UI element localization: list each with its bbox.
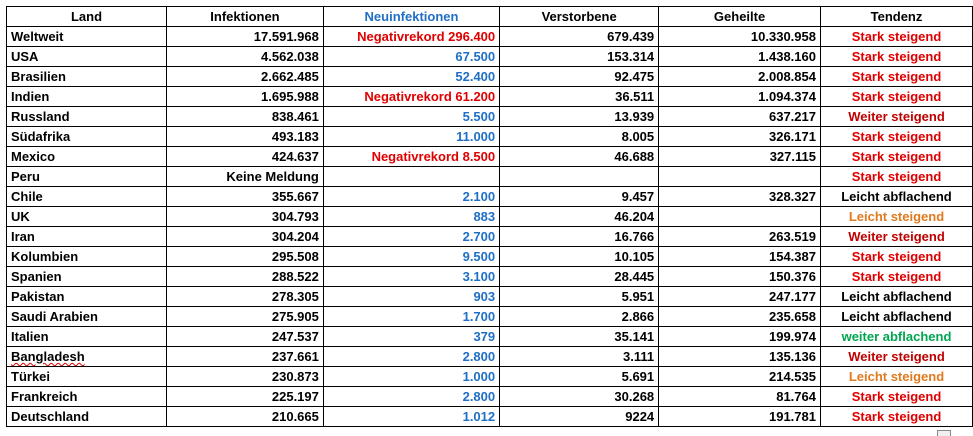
cell-geheilte[interactable]: 637.217 (659, 107, 821, 127)
table-row (7, 247, 973, 267)
cell-neuinfektionen[interactable]: Negativrekord 61.200 (323, 87, 499, 107)
cell-neuinfektionen[interactable]: 2.800 (323, 347, 499, 367)
header-row (7, 7, 973, 27)
cell-neuinfektionen[interactable]: 11.000 (323, 127, 499, 147)
cell-geheilte[interactable]: 199.974 (659, 327, 821, 347)
cell-verstorbene[interactable]: 679.439 (500, 27, 659, 47)
cell-verstorbene[interactable]: 46.204 (500, 207, 659, 227)
cell-land[interactable]: Türkei (7, 367, 167, 387)
cell-land[interactable]: Saudi Arabien (7, 307, 167, 327)
cell-infektionen[interactable]: 4.562.038 (167, 47, 324, 67)
corona-stats-table (6, 6, 973, 427)
cell-geheilte[interactable] (659, 207, 821, 227)
cell-infektionen[interactable]: 295.508 (167, 247, 324, 267)
cell-neuinfektionen[interactable]: 903 (323, 287, 499, 307)
cell-neuinfektionen[interactable]: 1.000 (323, 367, 499, 387)
table-row (7, 327, 973, 347)
cell-geheilte[interactable]: 1.438.160 (659, 47, 821, 67)
table-row (7, 127, 973, 147)
cell-tendenz[interactable]: Stark steigend (820, 247, 972, 267)
table-row (7, 47, 973, 67)
cell-geheilte[interactable]: 10.330.958 (659, 27, 821, 47)
cell-land[interactable] (7, 347, 167, 367)
cell-infektionen[interactable]: 838.461 (167, 107, 324, 127)
cell-infektionen[interactable]: 247.537 (167, 327, 324, 347)
cell-geheilte[interactable]: 328.327 (659, 187, 821, 207)
cell-tendenz[interactable]: Leicht abflachend (820, 307, 972, 327)
cell-tendenz[interactable]: Stark steigend (820, 267, 972, 287)
table-row (7, 387, 973, 407)
table-row (7, 287, 973, 307)
table-row (7, 147, 973, 167)
table-row (7, 187, 973, 207)
cell-land[interactable]: Russland (7, 107, 167, 127)
table-row (7, 167, 973, 187)
cell-tendenz[interactable]: Stark steigend (820, 27, 972, 47)
cell-tendenz[interactable]: Stark steigend (820, 147, 972, 167)
cell-verstorbene[interactable]: 46.688 (500, 147, 659, 167)
cell-infektionen[interactable]: 17.591.968 (167, 27, 324, 47)
header-neuinfektionen[interactable]: Neuinfektionen (323, 7, 499, 27)
cell-infektionen[interactable]: 304.204 (167, 227, 324, 247)
cell-infektionen[interactable]: 355.667 (167, 187, 324, 207)
cell-verstorbene[interactable]: 9.457 (500, 187, 659, 207)
cell-land[interactable]: Pakistan (7, 287, 167, 307)
cell-verstorbene[interactable]: 3.111 (500, 347, 659, 367)
cell-verstorbene[interactable]: 2.866 (500, 307, 659, 327)
cell-land[interactable]: Weltweit (7, 27, 167, 47)
cell-neuinfektionen[interactable]: 2.800 (323, 387, 499, 407)
table-row (7, 267, 973, 287)
cell-verstorbene[interactable]: 13.939 (500, 107, 659, 127)
cell-tendenz[interactable]: Weiter steigend (820, 347, 972, 367)
cell-tendenz[interactable]: Stark steigend (820, 127, 972, 147)
cell-neuinfektionen[interactable]: 1.700 (323, 307, 499, 327)
cell-tendenz[interactable]: Weiter steigend (820, 107, 972, 127)
cell-verstorbene[interactable]: 30.268 (500, 387, 659, 407)
cell-tendenz[interactable]: Stark steigend (820, 407, 972, 427)
table-row (7, 27, 973, 47)
cell-verstorbene[interactable]: 16.766 (500, 227, 659, 247)
cell-infektionen[interactable]: 288.522 (167, 267, 324, 287)
cell-tendenz[interactable]: Leicht abflachend (820, 187, 972, 207)
cell-geheilte[interactable]: 154.387 (659, 247, 821, 267)
cell-tendenz[interactable]: Leicht steigend (820, 367, 972, 387)
cell-land[interactable]: Kolumbien (7, 247, 167, 267)
cell-land[interactable]: Südafrika (7, 127, 167, 147)
cell-verstorbene[interactable]: 8.005 (500, 127, 659, 147)
table-row (7, 227, 973, 247)
cell-verstorbene[interactable]: 92.475 (500, 67, 659, 87)
cell-land[interactable]: Mexico (7, 147, 167, 167)
cell-geheilte[interactable] (659, 167, 821, 187)
cell-geheilte[interactable]: 214.535 (659, 367, 821, 387)
table-row (7, 347, 973, 367)
table-row (7, 107, 973, 127)
spellcheck-text: Bangladesh (11, 349, 85, 364)
cell-neuinfektionen[interactable]: 379 (323, 327, 499, 347)
cell-neuinfektionen[interactable]: 1.012 (323, 407, 499, 427)
cell-infektionen[interactable]: 493.183 (167, 127, 324, 147)
cell-infektionen[interactable]: 424.637 (167, 147, 324, 167)
cell-verstorbene[interactable]: 10.105 (500, 247, 659, 267)
cell-infektionen[interactable]: 230.873 (167, 367, 324, 387)
table-row (7, 367, 973, 387)
cell-neuinfektionen[interactable] (323, 167, 499, 187)
cell-land[interactable]: Italien (7, 327, 167, 347)
cell-neuinfektionen[interactable]: 883 (323, 207, 499, 227)
table-row (7, 307, 973, 327)
cell-geheilte[interactable]: 135.136 (659, 347, 821, 367)
cell-verstorbene[interactable]: 5.951 (500, 287, 659, 307)
header-tendenz[interactable]: Tendenz (820, 7, 972, 27)
cell-geheilte[interactable]: 2.008.854 (659, 67, 821, 87)
table-row (7, 407, 973, 427)
cell-infektionen[interactable]: 225.197 (167, 387, 324, 407)
cell-tendenz[interactable]: Stark steigend (820, 47, 972, 67)
header-land[interactable]: Land (7, 7, 167, 27)
cell-land[interactable]: Peru (7, 167, 167, 187)
cell-land[interactable]: Frankreich (7, 387, 167, 407)
cell-geheilte[interactable]: 235.658 (659, 307, 821, 327)
cell-neuinfektionen[interactable]: 67.500 (323, 47, 499, 67)
cell-land[interactable]: Deutschland (7, 407, 167, 427)
cell-verstorbene[interactable]: 5.691 (500, 367, 659, 387)
cell-infektionen[interactable]: 210.665 (167, 407, 324, 427)
cell-neuinfektionen[interactable]: 5.500 (323, 107, 499, 127)
cell-infektionen[interactable]: 1.695.988 (167, 87, 324, 107)
cell-land[interactable]: Spanien (7, 267, 167, 287)
cell-geheilte[interactable]: 1.094.374 (659, 87, 821, 107)
cell-neuinfektionen[interactable]: 3.100 (323, 267, 499, 287)
header-infektionen[interactable]: Infektionen (167, 7, 324, 27)
cell-tendenz[interactable]: weiter abflachend (820, 327, 972, 347)
header-verstorbene[interactable]: Verstorbene (500, 7, 659, 27)
cell-land[interactable]: Indien (7, 87, 167, 107)
cell-land[interactable]: Iran (7, 227, 167, 247)
cell-infektionen[interactable]: 275.905 (167, 307, 324, 327)
cell-land[interactable]: USA (7, 47, 167, 67)
cell-geheilte[interactable]: 191.781 (659, 407, 821, 427)
cell-tendenz[interactable]: Stark steigend (820, 387, 972, 407)
header-geheilte[interactable]: Geheilte (659, 7, 821, 27)
cell-infektionen[interactable]: 237.661 (167, 347, 324, 367)
cell-verstorbene[interactable]: 9224 (500, 407, 659, 427)
cell-verstorbene[interactable]: 153.314 (500, 47, 659, 67)
cell-geheilte[interactable]: 150.376 (659, 267, 821, 287)
cell-neuinfektionen[interactable]: Negativrekord 8.500 (323, 147, 499, 167)
table-row (7, 207, 973, 227)
cell-tendenz[interactable]: Stark steigend (820, 87, 972, 107)
cell-infektionen[interactable]: Keine Meldung (167, 167, 324, 187)
cell-verstorbene[interactable]: 35.141 (500, 327, 659, 347)
cell-land[interactable]: Brasilien (7, 67, 167, 87)
cell-geheilte[interactable]: 327.115 (659, 147, 821, 167)
cell-infektionen[interactable]: 2.662.485 (167, 67, 324, 87)
cell-land[interactable]: Chile (7, 187, 167, 207)
cell-verstorbene[interactable] (500, 167, 659, 187)
table-row (7, 87, 973, 107)
cell-verstorbene[interactable]: 36.511 (500, 87, 659, 107)
cell-neuinfektionen[interactable]: 2.700 (323, 227, 499, 247)
cell-neuinfektionen[interactable]: 2.100 (323, 187, 499, 207)
cell-tendenz[interactable]: Leicht abflachend (820, 287, 972, 307)
cell-tendenz[interactable]: Leicht steigend (820, 207, 972, 227)
cell-geheilte[interactable]: 263.519 (659, 227, 821, 247)
cell-land[interactable]: UK (7, 207, 167, 227)
cell-tendenz[interactable]: Stark steigend (820, 67, 972, 87)
cell-geheilte[interactable]: 81.764 (659, 387, 821, 407)
cell-tendenz[interactable]: Weiter steigend (820, 227, 972, 247)
cell-verstorbene[interactable]: 28.445 (500, 267, 659, 287)
cell-geheilte[interactable]: 326.171 (659, 127, 821, 147)
cell-infektionen[interactable]: 304.793 (167, 207, 324, 227)
resize-handle-icon[interactable] (937, 430, 951, 436)
cell-infektionen[interactable]: 278.305 (167, 287, 324, 307)
cell-neuinfektionen[interactable]: 9.500 (323, 247, 499, 267)
table-row (7, 67, 973, 87)
cell-neuinfektionen[interactable]: Negativrekord 296.400 (323, 27, 499, 47)
cell-tendenz[interactable]: Stark steigend (820, 167, 972, 187)
cell-neuinfektionen[interactable]: 52.400 (323, 67, 499, 87)
cell-geheilte[interactable]: 247.177 (659, 287, 821, 307)
